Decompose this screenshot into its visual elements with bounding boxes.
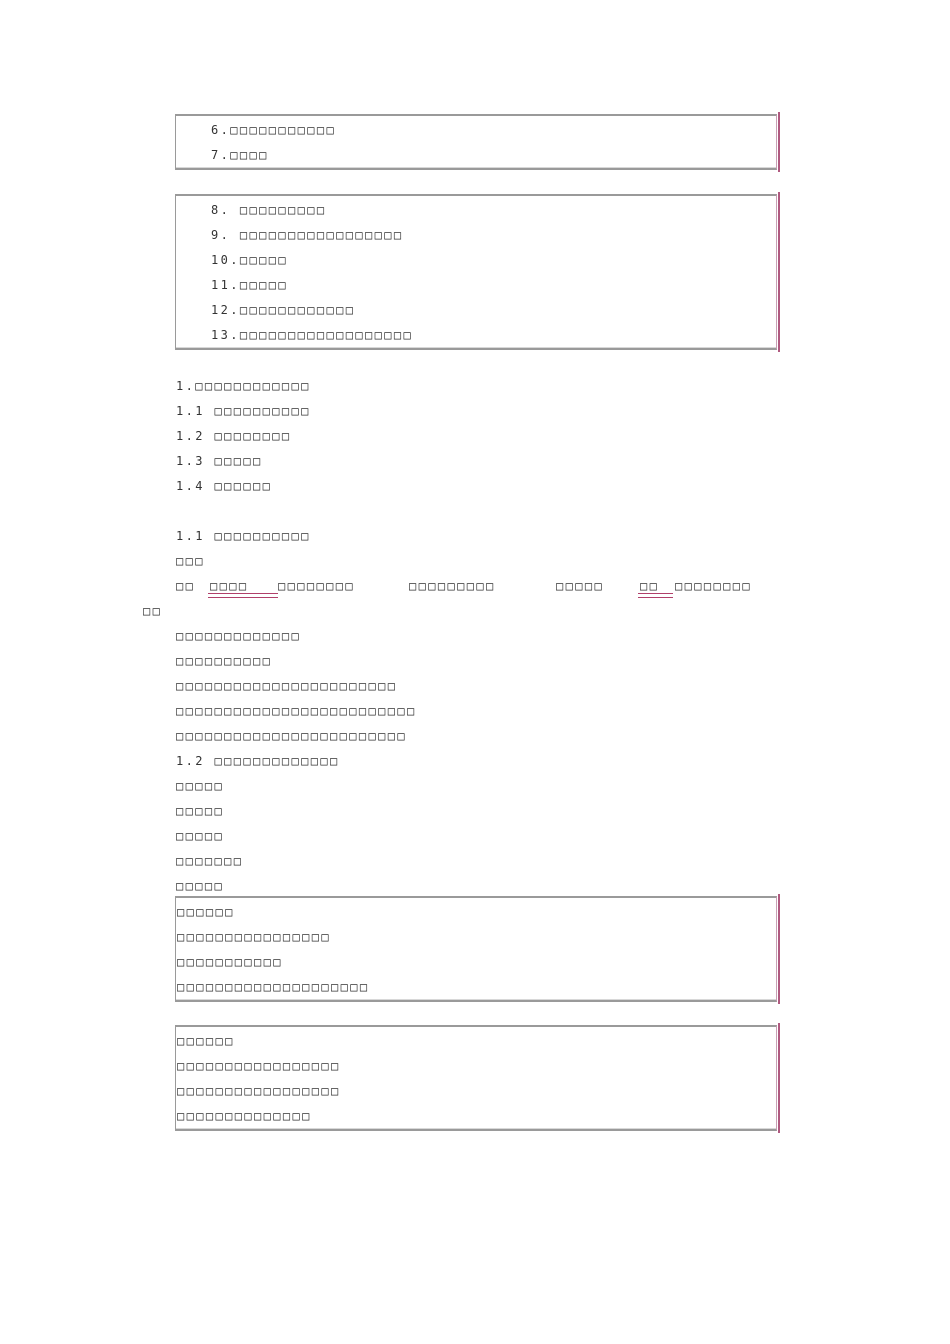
box2-line-1: 8. □□□□□□□□□	[211, 203, 327, 217]
section-1-2-heading: 1.2 □□□□□□□□□□□□□	[176, 754, 340, 768]
row-cell-7: □□□□□□□□	[675, 579, 752, 593]
box1-line-1: 6.□□□□□□□□□□□	[211, 123, 337, 137]
row-cell-4: □□□□□□□□□	[409, 579, 496, 593]
toc-line-4: 1.3 □□□□□	[176, 454, 263, 468]
para1-line-2: □□□□□□□□□□	[176, 654, 273, 668]
toc-line-3: 1.2 □□□□□□□□	[176, 429, 292, 443]
row-cell-1: □□	[176, 579, 196, 593]
row-cell-3: □□□□□□□□	[278, 579, 355, 593]
para2-line-3: □□□□□	[176, 829, 225, 843]
row-cell-2: □□□□	[210, 579, 249, 593]
box4-line-1: □□□□□□	[177, 1034, 235, 1048]
row-wrap: □□	[143, 604, 163, 618]
row-underline-1	[208, 593, 278, 598]
box2-line-6: 13.□□□□□□□□□□□□□□□□□□	[211, 328, 414, 342]
box3-line-1: □□□□□□	[177, 905, 235, 919]
label-a: □□□	[176, 554, 205, 568]
para2-line-4: □□□□□□□	[176, 854, 244, 868]
box3-line-4: □□□□□□□□□□□□□□□□□□□□	[177, 980, 370, 994]
row-underline-2	[638, 593, 673, 598]
para1-line-1: □□□□□□□□□□□□□	[176, 629, 302, 643]
para2-line-5: □□□□□	[176, 879, 225, 893]
box3-line-3: □□□□□□□□□□□	[177, 955, 283, 969]
box4-line-4: □□□□□□□□□□□□□□	[177, 1109, 312, 1123]
box2-line-4: 11.□□□□□	[211, 278, 288, 292]
toc-line-5: 1.4 □□□□□□	[176, 479, 273, 493]
section-1-1-heading: 1.1 □□□□□□□□□□	[176, 529, 311, 543]
toc-line-1: 1.□□□□□□□□□□□□	[176, 379, 311, 393]
box4-line-2: □□□□□□□□□□□□□□□□□	[177, 1059, 341, 1073]
box2-line-2: 9. □□□□□□□□□□□□□□□□□	[211, 228, 404, 242]
box4-line-3: □□□□□□□□□□□□□□□□□	[177, 1084, 341, 1098]
para1-line-5: □□□□□□□□□□□□□□□□□□□□□□□□	[176, 729, 407, 743]
box2-line-3: 10.□□□□□	[211, 253, 288, 267]
para2-line-2: □□□□□	[176, 804, 225, 818]
box1-line-2: 7.□□□□	[211, 148, 269, 162]
para2-line-1: □□□□□	[176, 779, 225, 793]
para1-line-4: □□□□□□□□□□□□□□□□□□□□□□□□□	[176, 704, 417, 718]
row-cell-5: □□□□□	[556, 579, 605, 593]
box2-line-5: 12.□□□□□□□□□□□□	[211, 303, 356, 317]
toc-line-2: 1.1 □□□□□□□□□□	[176, 404, 311, 418]
box3-line-2: □□□□□□□□□□□□□□□□	[177, 930, 331, 944]
para1-line-3: □□□□□□□□□□□□□□□□□□□□□□□	[176, 679, 398, 693]
row-cell-6: □□	[640, 579, 660, 593]
